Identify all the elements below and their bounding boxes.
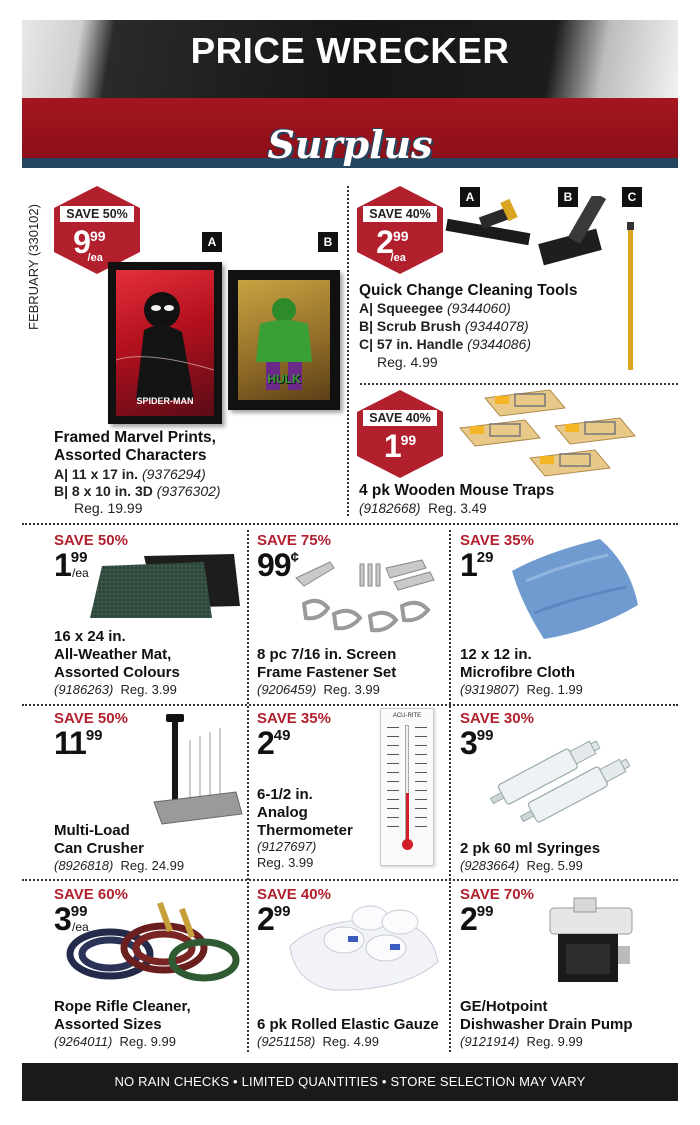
option-tag: B: [558, 187, 578, 207]
page-title: PRICE WRECKER: [190, 30, 510, 71]
product-image-rope-rifle-cleaner: [64, 896, 244, 988]
save-label: SAVE 30%: [460, 710, 534, 727]
save-label: SAVE 50%: [60, 206, 134, 222]
save-label: SAVE 60%: [54, 886, 128, 903]
save-label: SAVE 70%: [460, 886, 534, 903]
divider-vertical: [347, 186, 349, 516]
print-label: SPIDER-MAN: [136, 396, 194, 406]
save-label: SAVE 40%: [363, 206, 437, 222]
product-name: 12 x 12 in. Microfibre Cloth: [460, 646, 575, 681]
product-name: 2 pk 60 ml Syringes: [460, 840, 601, 857]
price: $1^{99}$: [383, 428, 417, 464]
option-tag: A: [460, 187, 480, 207]
save-label: SAVE 75%: [257, 532, 331, 549]
price: $2^{99}$: [257, 901, 291, 937]
product-name: 4 pk Wooden Mouse Traps: [359, 482, 555, 499]
product-image-fastener-set: [290, 556, 446, 642]
price: $11^{99}$: [54, 725, 103, 761]
price: $1^{29}$: [460, 547, 494, 583]
option-tag: A: [202, 232, 222, 252]
product-image-thermometer: [380, 708, 434, 866]
product-meta: (9319807) Reg. 1.99: [460, 682, 583, 697]
save-label: SAVE 35%: [460, 532, 534, 549]
print-label: HULK: [267, 372, 301, 386]
product-options: A| 11 x 17 in. (9376294) B| 8 x 10 in. 3D (9376302) Reg. 19.99: [54, 466, 221, 516]
product-name: Framed Marvel Prints, Assorted Characters: [54, 429, 216, 464]
divider-horizontal: [22, 879, 678, 881]
product-name: 8 pc 7/16 in. Screen Frame Fastener Set: [257, 646, 397, 681]
footer-disclaimer: NO RAIN CHECKS • LIMITED QUANTITIES • STORE SELECTION MAY VARY: [22, 1063, 678, 1101]
product-name: Multi-Load Can Crusher: [54, 822, 145, 857]
product-meta: (9186263) Reg. 3.99: [54, 682, 177, 697]
price: $9^{99}_{/ea}$: [73, 224, 106, 264]
product-image-mat: [84, 552, 244, 624]
product-image-syringes: [478, 716, 648, 826]
product-image-hulk-print: [228, 270, 340, 410]
option-tag: B: [318, 232, 338, 252]
divider-horizontal: [22, 704, 678, 706]
price: $2^{99}_{/ea}$: [376, 224, 409, 264]
product-meta: (9283664) Reg. 5.99: [460, 858, 583, 873]
price: $3^{99}$: [460, 725, 494, 761]
product-meta: (9251158) Reg. 4.99: [257, 1034, 379, 1049]
product-name: GE/Hotpoint Dishwasher Drain Pump: [460, 998, 633, 1033]
product-image-can-crusher: [144, 710, 248, 830]
product-name: Quick Change Cleaning Tools: [359, 282, 578, 299]
divider-horizontal: [22, 523, 678, 525]
price-badge: [357, 186, 443, 274]
product-name: 6 pk Rolled Elastic Gauze: [257, 1016, 439, 1033]
save-label: SAVE 40%: [257, 886, 331, 903]
price: $2^{49}$: [257, 725, 291, 761]
product-meta: (8926818) Reg. 24.99: [54, 858, 185, 873]
product-meta: (9264011) Reg. 9.99: [54, 1034, 176, 1049]
price: $3^{99}$ /ea: [54, 901, 89, 937]
product-image-drain-pump: [540, 894, 644, 994]
product-options: A| Squeegee (9344060) B| Scrub Brush (9344078) C| 57 in. Handle (9344086) Reg. 4.99: [359, 300, 531, 370]
product-image-gauze: [282, 896, 446, 996]
product-image-spiderman-print: [108, 262, 222, 424]
save-label: SAVE 35%: [257, 710, 331, 727]
divider-vertical: [449, 530, 451, 1052]
option-tag: C: [622, 187, 642, 207]
page-subtitle: Surplus: [267, 122, 433, 167]
product-name: Rope Rifle Cleaner, Assorted Sizes: [54, 998, 191, 1033]
save-label: SAVE 50%: [54, 532, 128, 549]
divider-horizontal: [360, 383, 678, 385]
price: 99¢: [257, 547, 299, 583]
product-meta: (9121914) Reg. 9.99: [460, 1034, 583, 1049]
save-label: SAVE 40%: [363, 410, 437, 426]
product-meta: (9206459) Reg. 3.99: [257, 682, 380, 697]
price-badge: [357, 390, 443, 478]
price-badge: [54, 186, 140, 274]
product-image-mouse-traps: [455, 386, 645, 486]
save-label: SAVE 50%: [54, 710, 128, 727]
flyer-code: FEBRUARY (330102): [26, 204, 41, 330]
price: $2^{99}$: [460, 901, 494, 937]
price: $1^{99}$ /ea: [54, 547, 89, 583]
brand-label: ACU-RITE: [392, 713, 422, 719]
product-meta: (9127697) Reg. 3.99: [257, 839, 317, 870]
product-meta: (9182668) Reg. 3.49: [359, 501, 487, 516]
product-image-microfibre-cloth: [504, 535, 644, 645]
product-name: 16 x 24 in. All-Weather Mat, Assorted Colours: [54, 628, 180, 681]
product-name: 6-1/2 in. Analog Thermometer: [257, 786, 353, 839]
